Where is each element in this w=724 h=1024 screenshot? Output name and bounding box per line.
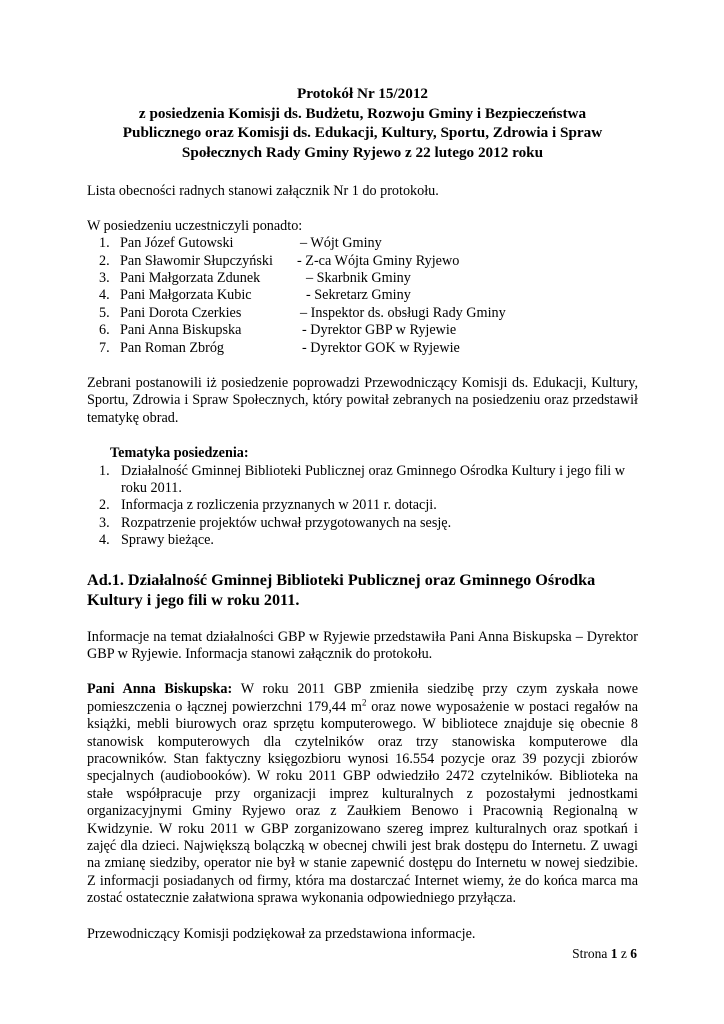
list-number: 2. [99,497,110,514]
participant-role: - Sekretarz Gminy [306,287,411,304]
closing-note: Przewodniczący Komisji podziękował za przedstawiona informacje. [87,925,476,942]
speaker-text: W roku 2011 GBP zmieniła siedzibę przy czym zyskała nowe pomieszczenia o łącznej powierzchni 179,44 m [87,681,638,715]
participant-role: - Dyrektor GOK w Ryjewie [302,339,460,356]
list-number: 1. [99,462,110,479]
title-line: Protokół Nr 15/2012 [296,85,429,102]
section-intro: Informacje na temat działalności GBP w Ryjewie przedstawiła Pani Anna Biskupska – Dyrektor GBP w Ryjewie. Informacja stanowi załącznik do protokołu. [87,628,638,662]
participant-row [87,340,638,357]
section-heading: Ad.1. Działalność Gminnej Biblioteki Publicznej oraz Gminnego Ośrodka Kultury i jego fili w roku 2011. [87,570,596,610]
participant-role: - Z-ca Wójta Gminy Ryjewo [297,252,460,269]
list-number: 7. [99,339,110,356]
document-page [87,84,638,943]
page-label: Strona [572,946,608,961]
intro-paragraph: Zebrani postanowili iż posiedzenie poprowadzi Przewodniczący Komisji ds. Edukacji, Kultury, Sportu, Zdrowia i Spraw Społecznych, który powitał zebranych na posiedzeniu oraz przedstawił tematykę obrad. [87,374,638,426]
participant-name: Pan Roman Zbróg [120,339,225,356]
participants-intro: W posiedzeniu uczestniczyli ponadto: [87,217,303,234]
speaker-name: Pani Anna Biskupska: [87,681,233,698]
agenda-item [99,463,638,498]
agenda-item-text: Rozpatrzenie projektów uchwał przygotowanych na sesję. [121,514,452,531]
agenda-item-text: Działalność Gminnej Biblioteki Publicznej oraz Gminnego Ośrodka Kultury i jego fili w roku 2011. [121,462,625,496]
agenda-list [99,463,638,550]
title-line: Społecznych Rady Gminy Ryjewo z 22 lutego 2012 roku [181,143,544,161]
agenda-item-text: Sprawy bieżące. [121,532,214,549]
list-number: 2. [99,252,110,269]
agenda-heading: Tematyka posiedzenia: [110,445,249,462]
participant-name: Pani Dorota Czerkies [120,304,242,321]
page-separator: z [620,946,627,961]
participant-role: – Skarbnik Gminy [306,269,411,286]
agenda-item-text: Informacja z rozliczenia przyznanych w 2011 r. dotacji. [121,497,437,514]
participant-name: Pani Małgorzata Zdunek [120,269,261,286]
page-current: 1 [610,946,618,961]
participant-row [87,287,638,304]
speaker-text: oraz nowe wyposażenie w postaci regałów na książki, mebli biurowych oraz sprzętu komputerowego. W bibliotece znajduje się obecnie 8 stanowisk komputerowych dla czytelników oraz trzy stanowiska komputerowe dla pracowników. Stan faktyczny księgozbioru wynosi 16.554 pozycje oraz 39 pozycji zbiorów specjalnych (audiobooków). W roku 2011 GBP odwiedziło 2472 czytelników. Biblioteka na stałe współpracuje przy organizacji imprez kulturalnych z pozostałymi jednostkami organizacyjnymi Gminy Ryjewo oraz z Zaułkiem Benowo i Pracownią Regionalną w Kwidzynie. W roku 2011 w GBP zorganizowano szereg imprez kulturalnych oraz spotkań i zajęć dla dzieci. Największą bolączką w obecnej chwili jest brak dostępu do Internetu. Z uwagi na zmianę siedziby, operator nie był w stanie zapewnić dostępu do Internetu w nowej siedzibie. Z informacji posiadanych od firmy, która ma dostarczać Internet wiemy, że do końca marca ma zostać ostatecznie załatwiona sprawa wykonania odpowiedniego przyłącza. [87,698,639,907]
superscript: 2 [361,697,367,708]
list-number: 4. [99,532,110,549]
list-number: 4. [99,287,110,304]
list-number: 1. [99,235,110,252]
agenda [87,445,638,549]
participant-role: - Dyrektor GBP w Ryjewie [302,322,457,339]
list-number: 3. [99,269,110,286]
document-title [87,84,638,162]
participant-name: Pan Józef Gutowski [120,235,234,252]
title-line: Publicznego oraz Komisji ds. Edukacji, Kultury, Sportu, Zdrowia i Spraw [122,124,603,142]
participant-role: – Wójt Gminy [300,235,382,252]
participant-row [87,270,638,287]
agenda-item [99,497,638,514]
participant-role: – Inspektor ds. obsługi Rady Gminy [300,304,506,321]
attendance-note: Lista obecności radnych stanowi załącznik Nr 1 do protokołu. [87,183,439,200]
speaker-paragraph [87,681,638,907]
participant-row [87,235,638,252]
list-number: 5. [99,304,110,321]
title-line: z posiedzenia Komisji ds. Budżetu, Rozwoju Gminy i Bezpieczeństwa [138,104,587,122]
page-total: 6 [630,946,637,961]
agenda-item [99,515,638,532]
page-footer [572,945,637,962]
list-number: 6. [99,322,110,339]
participant-row [87,305,638,322]
participants-list [87,235,638,357]
participant-name: Pani Małgorzata Kubic [120,287,252,304]
agenda-item [99,532,638,549]
participant-name: Pan Sławomir Słupczyński [120,252,273,269]
participant-row [87,322,638,339]
participant-name: Pani Anna Biskupska [120,322,242,339]
list-number: 3. [99,514,110,531]
participant-row [87,253,638,270]
